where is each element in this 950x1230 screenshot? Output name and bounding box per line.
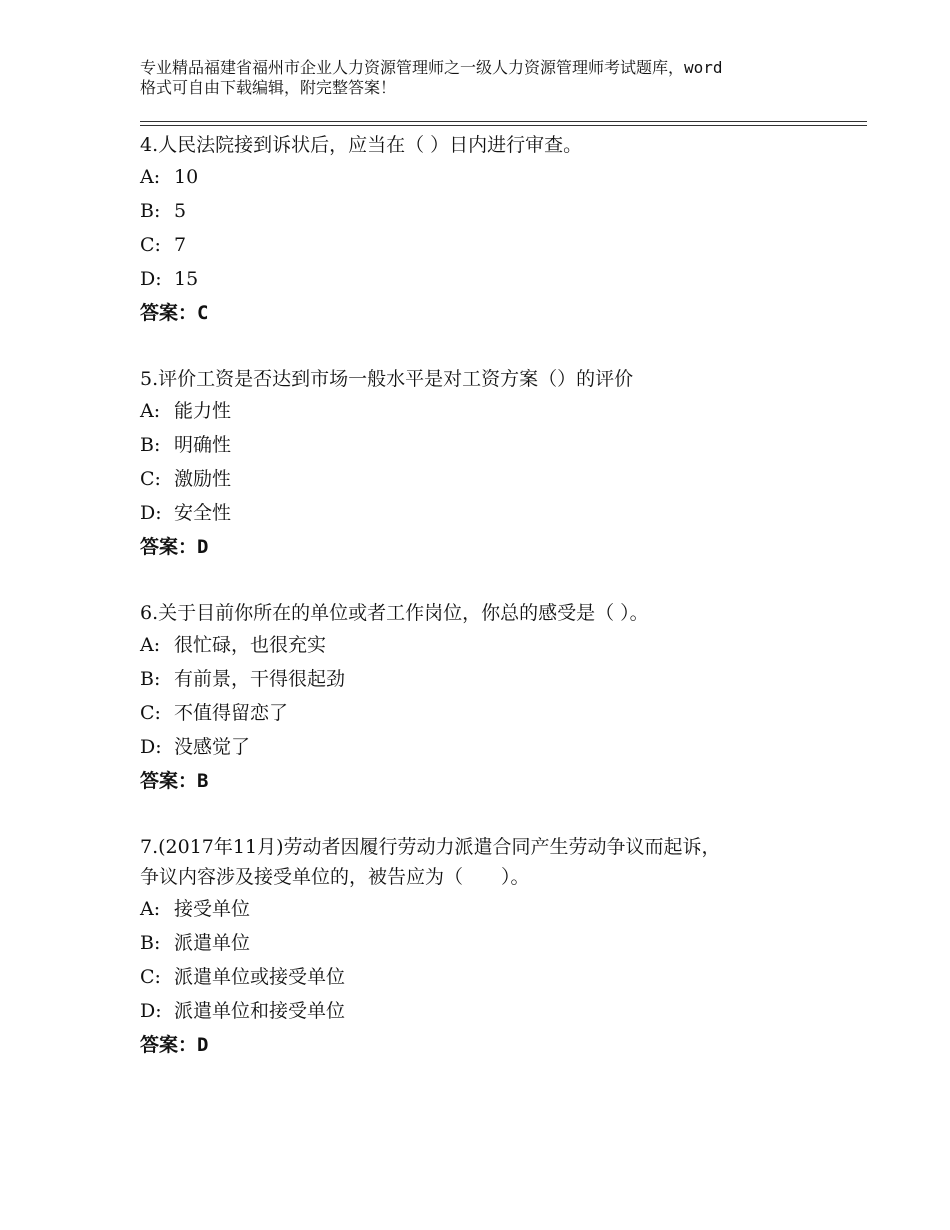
option-letter: D: xyxy=(140,502,162,524)
option-b xyxy=(140,662,860,696)
question-stem: 7.(2017年11月)劳动者因履行劳动力派遣合同产生劳动争议而起诉， xyxy=(140,836,721,858)
option-b xyxy=(140,926,860,960)
question-stem-continued: 争议内容涉及接受单位的，被告应为（ ）。 xyxy=(140,866,530,888)
option-text: 10 xyxy=(174,166,199,188)
option-text: 接受单位 xyxy=(174,898,251,920)
option-text: 派遣单位或接受单位 xyxy=(174,966,346,988)
document-header xyxy=(140,58,840,98)
option-letter: C: xyxy=(140,234,161,256)
question-list xyxy=(140,130,860,1096)
option-letter: D: xyxy=(140,1000,162,1022)
question-7 xyxy=(140,832,860,1062)
answer-line: 答案：B xyxy=(140,770,209,792)
option-text: 没感觉了 xyxy=(174,736,251,758)
option-c xyxy=(140,228,860,262)
option-letter: C: xyxy=(140,966,161,988)
option-text: 安全性 xyxy=(174,502,232,524)
option-text: 不值得留恋了 xyxy=(174,702,289,724)
option-text: 7 xyxy=(174,234,187,256)
option-letter: B: xyxy=(140,434,161,456)
option-a xyxy=(140,394,860,428)
option-a xyxy=(140,628,860,662)
option-c xyxy=(140,960,860,994)
option-text: 15 xyxy=(174,268,199,290)
option-b xyxy=(140,194,860,228)
question-5 xyxy=(140,364,860,564)
option-d xyxy=(140,496,860,530)
header-divider xyxy=(140,121,867,126)
option-letter: A: xyxy=(140,166,161,188)
option-d xyxy=(140,730,860,764)
question-stem: 5.评价工资是否达到市场一般水平是对工资方案（）的评价 xyxy=(140,368,634,390)
option-a xyxy=(140,160,860,194)
option-text: 明确性 xyxy=(174,434,232,456)
option-text: 派遣单位和接受单位 xyxy=(174,1000,346,1022)
option-letter: B: xyxy=(140,932,161,954)
option-letter: B: xyxy=(140,668,161,690)
option-letter: A: xyxy=(140,898,161,920)
header-title-line-2: 格式可自由下载编辑，附完整答案！ xyxy=(140,78,397,97)
option-letter: C: xyxy=(140,468,161,490)
option-text: 激励性 xyxy=(174,468,232,490)
option-letter: A: xyxy=(140,400,161,422)
answer-line: 答案：D xyxy=(140,536,209,558)
option-letter: B: xyxy=(140,200,161,222)
option-d xyxy=(140,262,860,296)
question-stem: 6.关于目前你所在的单位或者工作岗位，你总的感受是（ ）。 xyxy=(140,602,649,624)
question-6 xyxy=(140,598,860,798)
answer-line: 答案：D xyxy=(140,1034,209,1056)
question-stem: 4.人民法院接到诉状后，应当在（ ）日内进行审查。 xyxy=(140,134,583,156)
answer-line: 答案：C xyxy=(140,302,209,324)
option-letter: A: xyxy=(140,634,161,656)
option-text: 有前景，干得很起劲 xyxy=(174,668,346,690)
option-text: 5 xyxy=(174,200,187,222)
option-letter: D: xyxy=(140,736,162,758)
option-text: 派遣单位 xyxy=(174,932,251,954)
option-b xyxy=(140,428,860,462)
option-c xyxy=(140,462,860,496)
option-a xyxy=(140,892,860,926)
option-c xyxy=(140,696,860,730)
option-letter: C: xyxy=(140,702,161,724)
option-d xyxy=(140,994,860,1028)
option-letter: D: xyxy=(140,268,162,290)
option-text: 能力性 xyxy=(174,400,232,422)
question-4 xyxy=(140,130,860,330)
option-text: 很忙碌，也很充实 xyxy=(174,634,327,656)
header-title-line-1: 专业精品福建省福州市企业人力资源管理师之一级人力资源管理师考试题库，word xyxy=(140,58,723,77)
